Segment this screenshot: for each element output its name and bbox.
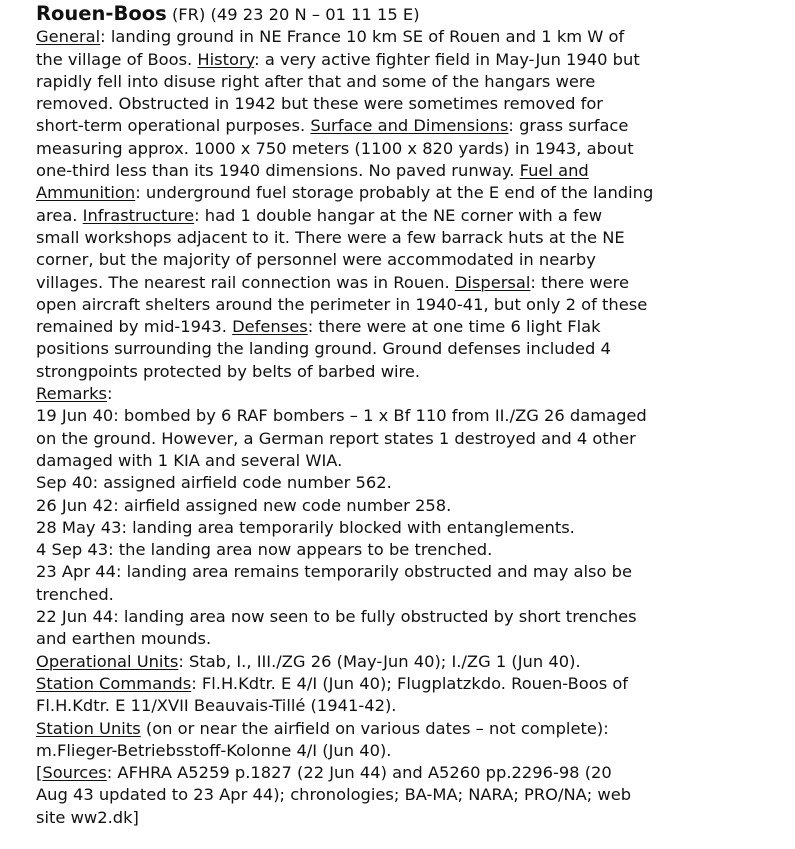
text-line: measuring approx. 1000 x 750 meters (1100 x 820 yards) in 1943, about (36, 138, 634, 158)
text-line: Fl.H.Kdtr. E 11/XVII Beauvais-Tillé (1941-42). (36, 696, 397, 716)
coordinates: (49 23 20 N – 01 11 15 E) (210, 5, 420, 24)
remark-line: trenched. (36, 584, 114, 604)
label-operational-units: Operational Units (36, 651, 179, 671)
remark-line: 28 May 43: landing area temporarily blocked with entanglements. (36, 517, 575, 537)
text-line: villages. The nearest rail connection was in Rouen. Dispersal: there were (36, 272, 629, 292)
text-line: removed. Obstructed in 1942 but these were sometimes removed for (36, 94, 603, 114)
country-code: (FR) (171, 5, 206, 24)
text-line: one-third less than its 1940 dimensions. No paved runway. Fuel and (36, 161, 589, 181)
text-line: site ww2.dk] (36, 807, 139, 827)
remark-line: 4 Sep 43: the landing area now appears to be trenched. (36, 540, 493, 560)
remark-line: 23 Apr 44: landing area remains temporarily obstructed and may also be (36, 562, 633, 582)
text-line: m.Flieger-Betriebsstoff-Kolonne 4/I (Jun 40). (36, 740, 392, 760)
text-line: Station Commands: Fl.H.Kdtr. E 4/I (Jun 40); Flugplatzkdo. Rouen-Boos of (36, 673, 629, 693)
text-line: Station Units (on or near the airfield on various dates – not complete): (36, 718, 609, 738)
label-history: History (197, 49, 255, 69)
remark-line: 26 Jun 42: airfield assigned new code number 258. (36, 495, 452, 515)
label-sources: Sources (42, 763, 107, 783)
remark-line: on the ground. However, a German report states 1 destroyed and 4 other (36, 428, 636, 448)
text-line: [Sources: AFHRA A5259 p.1827 (22 Jun 44) and A5260 pp.2296-98 (20 (36, 763, 612, 783)
text-line: the village of Boos. History: a very active fighter field in May-Jun 1940 but (36, 49, 640, 69)
text-line: General: landing ground in NE France 10 km SE of Rouen and 1 km W of (36, 27, 625, 47)
text-line: rapidly fell into disuse right after that and some of the hangars were (36, 71, 596, 91)
label-surface: Surface and Dimensions (310, 116, 509, 136)
remark-line: and earthen mounds. (36, 629, 212, 649)
text-line: Remarks: (36, 384, 113, 404)
text-line: corner, but the majority of personnel were accommodated in nearby (36, 250, 596, 270)
label-defenses: Defenses (232, 317, 308, 337)
label-dispersal: Dispersal (454, 272, 531, 292)
text-line: small workshops adjacent to it. There were a few barrack huts at the NE (36, 227, 625, 247)
remark-line: 22 Jun 44: landing area now seen to be fully obstructed by short trenches (36, 607, 637, 627)
entry-body (36, 26, 785, 829)
remark-line: 19 Jun 40: bombed by 6 RAF bombers – 1 x Bf 110 from II./ZG 26 damaged (36, 406, 647, 426)
text-line: open aircraft shelters around the perimeter in 1940-41, but only 2 of these (36, 294, 648, 314)
text-line: Ammunition: underground fuel storage probably at the E end of the landing (36, 183, 654, 203)
text-line: area. Infrastructure: had 1 double hangar at the NE corner with a few (36, 205, 603, 225)
label-station-commands: Station Commands (36, 673, 192, 693)
label-ammunition: Ammunition (36, 183, 136, 203)
remark-line: damaged with 1 KIA and several WIA. (36, 450, 343, 470)
label-station-units: Station Units (36, 718, 141, 738)
label-fuel: Fuel and (519, 161, 589, 181)
remark-line: Sep 40: assigned airfield code number 562. (36, 473, 392, 493)
airfield-name: Rouen-Boos (36, 2, 167, 25)
label-remarks: Remarks (36, 384, 108, 404)
label-general: General (36, 27, 101, 47)
text-line: short-term operational purposes. Surface and Dimensions: grass surface (36, 116, 629, 136)
text-line: Operational Units: Stab, I., III./ZG 26 (May-Jun 40); I./ZG 1 (Jun 40). (36, 651, 581, 671)
text-line: positions surrounding the landing ground. Ground defenses included 4 (36, 339, 611, 359)
text-line: strongpoints protected by belts of barbed wire. (36, 361, 421, 381)
label-infrastructure: Infrastructure (82, 205, 195, 225)
text-line: Aug 43 updated to 23 Apr 44); chronologies; BA-MA; NARA; PRO/NA; web (36, 785, 632, 805)
text-line: remained by mid-1943. Defenses: there were at one time 6 light Flak (36, 317, 601, 337)
entry-heading (36, 3, 785, 26)
